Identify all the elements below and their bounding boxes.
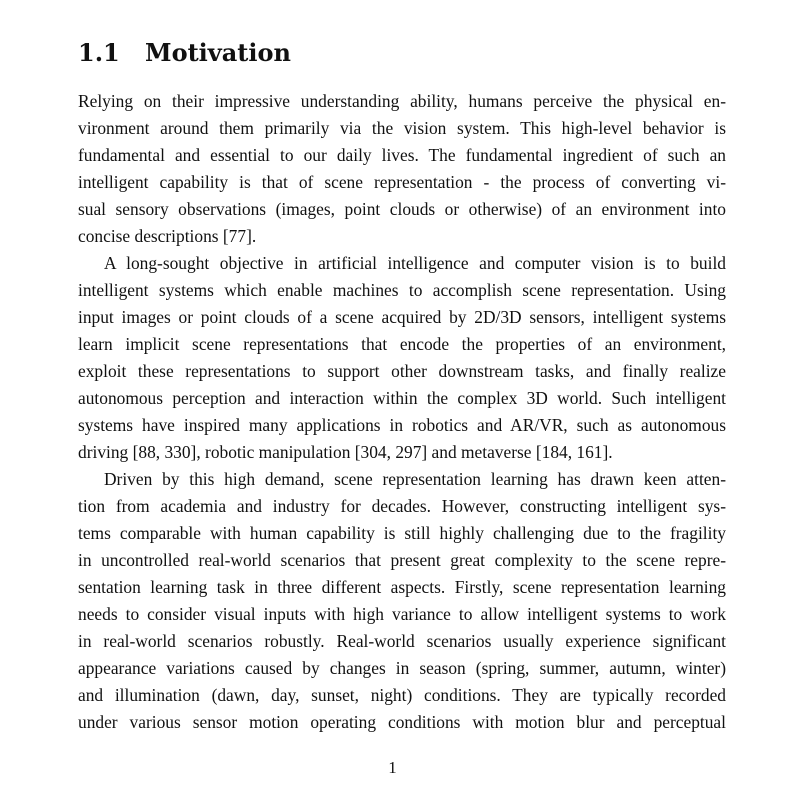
text-line: under various sensor motion operating conditions with motion blur and perceptual [78, 712, 726, 732]
paragraph [78, 88, 726, 250]
text-line: vironment around them primarily via the vision system. This high-level behavior is [78, 118, 726, 138]
text-line: exploit these representations to support other downstream tasks, and finally realize [78, 361, 726, 381]
text-line: fundamental and essential to our daily lives. The fundamental ingredient of such an [78, 145, 726, 165]
section-heading [78, 36, 291, 70]
text-line: appearance variations caused by changes in season (spring, summer, autumn, winter) [78, 658, 726, 678]
text-line: tion from academia and industry for decades. However, constructing intelligent sys- [78, 496, 726, 516]
text-line: sual sensory observations (images, point clouds or otherwise) of an environment into [78, 199, 726, 219]
page-number: 1 [388, 758, 397, 777]
text-line: Relying on their impressive understanding ability, humans perceive the physical en- [78, 91, 726, 111]
text-line: in uncontrolled real-world scenarios that present great complexity to the scene repre- [78, 550, 726, 570]
text-line: autonomous perception and interaction within the complex 3D world. Such intelligent [78, 388, 726, 408]
text-line: concise descriptions [77]. [78, 226, 257, 246]
section-number: 1.1 [78, 38, 120, 67]
paragraph [78, 466, 726, 736]
text-line: driving [88, 330], robotic manipulation [304, 297] and metaverse [184, 161]. [78, 442, 613, 462]
body-text [78, 88, 726, 736]
text-line: A long-sought objective in artificial intelligence and computer vision is to build [104, 253, 726, 273]
paragraph [78, 250, 726, 466]
text-line: systems have inspired many applications in robotics and AR/VR, such as autonomous [78, 415, 726, 435]
text-line: tems comparable with human capability is still highly challenging due to the fragility [78, 523, 726, 543]
text-line: intelligent capability is that of scene representation - the process of converting vi- [78, 172, 726, 192]
text-line: and illumination (dawn, day, sunset, night) conditions. They are typically recorded [78, 685, 726, 705]
text-line: needs to consider visual inputs with high variance to allow intelligent systems to work [78, 604, 726, 624]
text-line: Driven by this high demand, scene representation learning has drawn keen atten- [104, 469, 726, 489]
text-line: in real-world scenarios robustly. Real-world scenarios usually experience significant [78, 631, 726, 651]
text-line: learn implicit scene representations that encode the properties of an environment, [78, 334, 726, 354]
text-line: intelligent systems which enable machines to accomplish scene representation. Using [78, 280, 726, 300]
section-title: Motivation [145, 38, 291, 67]
text-line: input images or point clouds of a scene acquired by 2D/3D sensors, intelligent systems [78, 307, 726, 327]
text-line: sentation learning task in three different aspects. Firstly, scene representation learning [78, 577, 726, 597]
